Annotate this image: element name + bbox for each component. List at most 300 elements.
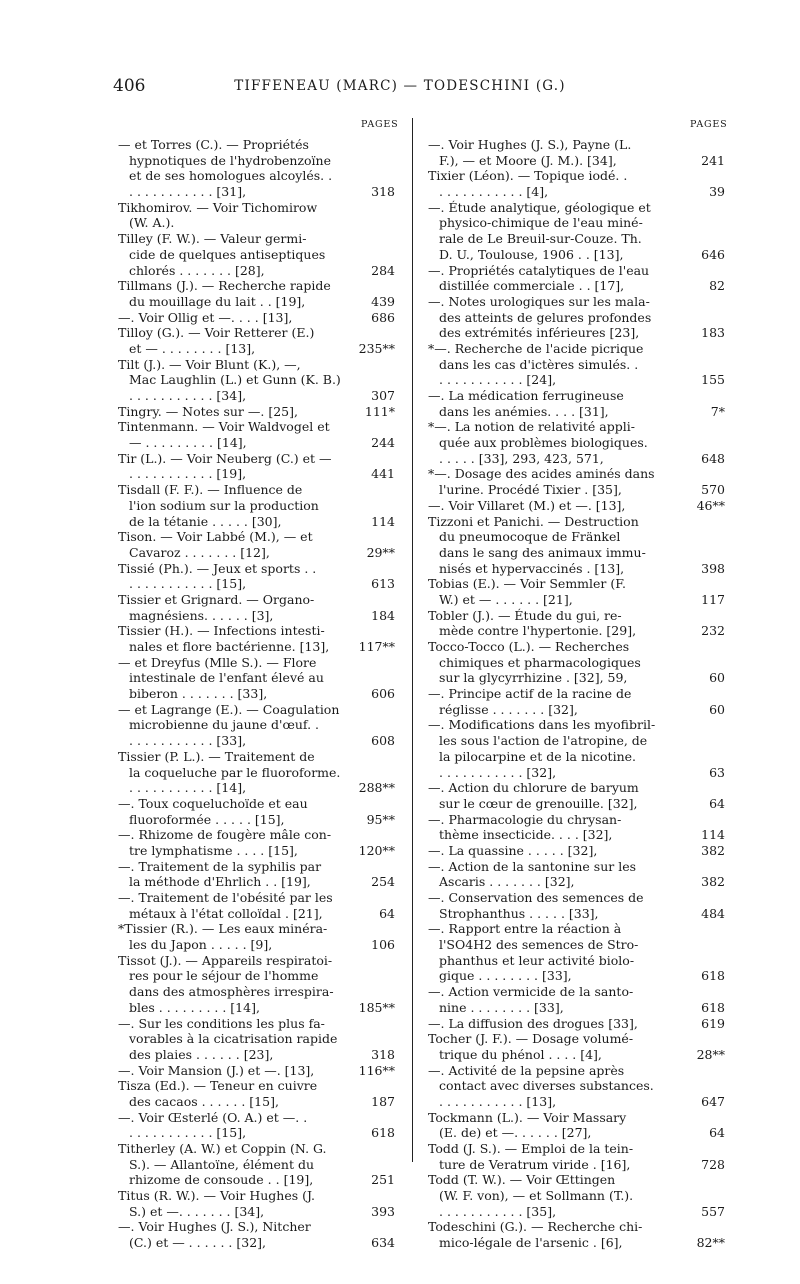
page-reference: 155 <box>701 372 725 388</box>
index-line <box>118 247 395 263</box>
entry-text: . . . . . . . . . . . [31], <box>129 184 247 200</box>
page-reference <box>343 231 395 247</box>
page-reference <box>671 310 725 326</box>
entry-text: la méthode d'Ehrlich . . [19], <box>129 874 311 890</box>
index-line <box>428 1172 725 1188</box>
page-reference: 608 <box>371 733 395 749</box>
index-line <box>118 498 395 514</box>
entry-text: —. Principe actif de la racine de <box>428 686 632 702</box>
index-line <box>118 529 395 545</box>
entry-text: F.), — et Moore (J. M.). [34], <box>439 152 617 168</box>
page-reference <box>343 953 395 969</box>
page-reference <box>343 357 395 373</box>
page-reference: 393 <box>371 1203 395 1219</box>
entry-text: Ascaris . . . . . . . [32], <box>439 874 575 890</box>
index-line <box>428 498 725 514</box>
page-reference: 646 <box>701 246 725 262</box>
page-reference: 382 <box>701 842 725 858</box>
index-line <box>118 561 395 577</box>
page-reference <box>343 984 395 1000</box>
entry-text: rhizome de consoude . . [19], <box>129 1172 314 1188</box>
page-reference: 686 <box>371 309 395 325</box>
index-line <box>118 843 395 859</box>
entry-text: l'ion sodium sur la production <box>129 497 319 513</box>
page-reference: 114 <box>371 513 395 529</box>
index-line <box>428 576 725 592</box>
entry-text: Tintenmann. — Voir Waldvogel et <box>118 419 330 435</box>
entry-text: Tison. — Voir Labbé (M.), — et <box>118 529 313 545</box>
entry-text: —. Pharmacologie du chrysan- <box>428 811 622 827</box>
page-reference: 29** <box>366 544 395 560</box>
entry-text: . . . . . . . . . . . [15], <box>129 576 247 592</box>
entry-text: S.) et —. . . . . . . [34], <box>129 1203 265 1219</box>
index-line <box>428 215 725 231</box>
index-line <box>118 1063 395 1079</box>
entry-text: Tissier (P. L.). — Traitement de <box>118 748 315 764</box>
index-line <box>118 1000 395 1016</box>
page-reference: 618 <box>701 999 725 1015</box>
index-line <box>118 294 395 310</box>
entry-text: Tilloy (G.). — Voir Retterer (E.) <box>118 325 315 341</box>
page-reference <box>671 1063 725 1079</box>
index-line <box>118 1047 395 1063</box>
page-reference: 254 <box>371 874 395 890</box>
index-line <box>428 1141 725 1157</box>
index-line <box>428 859 725 875</box>
index-line <box>428 1235 725 1251</box>
entry-text: biberon . . . . . . . [33], <box>129 686 268 702</box>
entry-text: —. Voir Hughes (J. S.), Payne (L. <box>428 137 632 152</box>
entry-text: cide de quelques antiseptiques <box>129 246 326 262</box>
entry-text: Strophanthus . . . . . [33], <box>439 905 599 921</box>
index-line <box>118 1204 395 1220</box>
index-line <box>118 749 395 765</box>
index-line <box>118 388 395 404</box>
page-reference <box>343 419 395 435</box>
entry-text: thème insecticide. . . . [32], <box>439 827 613 843</box>
page-reference <box>343 1188 395 1204</box>
entry-text: . . . . . . . . . . . [4], <box>439 184 549 200</box>
index-line <box>428 278 725 294</box>
page-reference: 235** <box>358 340 395 356</box>
page-reference <box>671 1031 725 1047</box>
page-reference <box>671 717 725 733</box>
index-line <box>118 1157 395 1173</box>
entry-text: Tocher (J. F.). — Dosage volumé- <box>428 1031 634 1047</box>
index-line <box>118 419 395 435</box>
entry-text: bles . . . . . . . . . [14], <box>129 999 260 1015</box>
entry-text: Todd (J. S.). — Emploi de la tein- <box>428 1141 634 1156</box>
entry-text: —. Rhizome de fougère mâle con- <box>118 827 332 843</box>
index-line <box>428 1204 725 1220</box>
index-line <box>118 153 395 169</box>
entry-text: *—. La notion de relativité appli- <box>428 419 635 435</box>
page-reference <box>343 749 395 765</box>
index-line <box>118 717 395 733</box>
index-line <box>118 1125 395 1141</box>
page-reference: 288** <box>358 780 395 796</box>
page-reference <box>343 168 395 184</box>
entry-text: du mouillage du lait . . [19], <box>129 293 306 309</box>
index-line <box>428 843 725 859</box>
entry-text: Tockmann (L.). — Voir Massary <box>428 1109 627 1125</box>
entry-text: —. Toux coqueluchoïde et eau <box>118 795 308 811</box>
page-reference <box>671 953 725 969</box>
page-reference: 82 <box>709 278 725 294</box>
entry-text: (W. F. von), — et Sollmann (T.). <box>439 1188 634 1204</box>
page-reference: 60 <box>709 670 725 686</box>
entry-text: du pneumocoque de Fränkel <box>439 529 621 545</box>
index-line <box>118 341 395 357</box>
index-line <box>428 1047 725 1063</box>
entry-text: dans les cas d'ictères simulés. . <box>439 356 639 372</box>
page-reference <box>671 466 725 482</box>
entry-text: physico-chimique de l'eau miné- <box>439 215 643 231</box>
entry-text: —. Action vermicide de la santo- <box>428 984 634 1000</box>
index-line <box>118 576 395 592</box>
page-reference: 618 <box>701 968 725 984</box>
index-line <box>118 263 395 279</box>
entry-text: (C.) et — . . . . . . [32], <box>129 1235 266 1251</box>
page-reference: 111* <box>364 403 395 419</box>
page-reference <box>671 984 725 1000</box>
entry-text: dans les anémies. . . . [31], <box>439 403 609 419</box>
entry-text: . . . . . . . . . . . [19], <box>129 466 247 482</box>
entry-text: et — . . . . . . . . [13], <box>129 340 256 356</box>
page-reference <box>343 561 395 577</box>
entry-text: —. Traitement de la syphilis par <box>118 858 322 874</box>
page-reference <box>671 341 725 357</box>
index-line <box>428 1157 725 1173</box>
entry-text: —. Propriétés catalytiques de l'eau <box>428 262 650 278</box>
index-line <box>118 827 395 843</box>
index-line <box>428 937 725 953</box>
entry-text: des extrémités inférieures [23], <box>439 325 640 341</box>
index-line <box>428 404 725 420</box>
page-reference <box>671 639 725 655</box>
entry-text: —. Activité de la pepsine après <box>428 1062 625 1078</box>
page-reference: 64 <box>709 795 725 811</box>
index-line <box>118 514 395 530</box>
page-reference <box>343 670 395 686</box>
entry-text: —. Action de la santonine sur les <box>428 858 637 874</box>
page-reference: 39 <box>709 184 725 200</box>
entry-text: Todd (T. W.). — Voir Œttingen <box>428 1172 616 1188</box>
page-reference <box>671 686 725 702</box>
index-line <box>428 670 725 686</box>
entry-text: contact avec diverses substances. <box>439 1078 654 1094</box>
page-reference <box>343 529 395 545</box>
entry-text: Tissier (H.). — Infections intesti- <box>118 623 325 639</box>
entry-text: . . . . . [33], 293, 423, 571, <box>439 450 604 466</box>
page-reference <box>671 1110 725 1126</box>
page-reference: 728 <box>701 1156 725 1172</box>
index-line <box>118 812 395 828</box>
entry-text: phanthus et leur activité biolo- <box>439 952 635 968</box>
index-line <box>428 263 725 279</box>
page-reference: 117 <box>701 591 725 607</box>
entry-text: nales et flore bactérienne. [13], <box>129 639 330 654</box>
page-reference <box>671 294 725 310</box>
page-reference <box>671 529 725 545</box>
index-line <box>428 435 725 451</box>
entry-text: vorables à la cicatrisation rapide <box>129 1031 338 1047</box>
entry-text: trique du phénol . . . . [4], <box>439 1046 602 1062</box>
entry-text: la coqueluche par le fluoroforme. <box>129 764 341 780</box>
page-reference <box>343 890 395 906</box>
entry-text: gique . . . . . . . . [33], <box>439 968 572 984</box>
index-line <box>118 1219 395 1235</box>
index-line <box>428 341 725 357</box>
page-reference <box>343 827 395 843</box>
index-line <box>118 937 395 953</box>
entry-text: *—. Dosage des acides aminés dans <box>428 466 655 482</box>
index-line <box>118 1016 395 1032</box>
index-line <box>428 561 725 577</box>
page-reference <box>343 247 395 263</box>
entry-text: —. Rapport entre la réaction à <box>428 921 622 937</box>
page-reference: 613 <box>371 576 395 592</box>
entry-text: Tobler (J.). — Étude du gui, re- <box>428 607 622 623</box>
page-reference <box>671 859 725 875</box>
page-reference: 382 <box>701 874 725 890</box>
index-line <box>118 1188 395 1204</box>
page-reference: 648 <box>701 450 725 466</box>
page-reference <box>671 263 725 279</box>
entry-text: et de ses homologues alcoylés. . <box>129 168 333 184</box>
page-reference <box>671 1141 725 1157</box>
index-line <box>428 231 725 247</box>
page-reference: 116** <box>358 1062 395 1078</box>
left-pages-label: PAGES <box>361 119 399 130</box>
page-number: 406 <box>113 76 146 96</box>
entry-text: Tissié (Ph.). — Jeux et sports . . <box>118 560 317 576</box>
index-line <box>428 592 725 608</box>
page-reference: 60 <box>709 701 725 717</box>
index-line <box>428 184 725 200</box>
page-reference: 106 <box>371 937 395 953</box>
column-divider <box>412 118 413 1162</box>
index-line <box>428 1063 725 1079</box>
index-line <box>118 1235 395 1251</box>
page-reference: 64 <box>379 905 395 921</box>
page-reference <box>671 215 725 231</box>
index-line <box>428 514 725 530</box>
entry-text: —. Sur les conditions les plus fa- <box>118 1015 325 1031</box>
page-reference <box>671 231 725 247</box>
page-reference: 439 <box>371 293 395 309</box>
index-line <box>118 874 395 890</box>
entry-text: Tikhomirov. — Voir Tichomirow <box>118 199 318 215</box>
entry-text: —. Voir Ollig et —. . . . [13], <box>118 309 293 325</box>
page-reference: 241 <box>701 152 725 168</box>
index-line <box>118 984 395 1000</box>
index-line <box>118 686 395 702</box>
page-reference: 63 <box>709 764 725 780</box>
index-line <box>428 1219 725 1235</box>
entry-text: l'urine. Procédé Tixier . [35], <box>439 482 622 498</box>
entry-text: *Tissier (R.). — Les eaux minéra- <box>118 921 328 937</box>
entry-text: S.). — Allantoïne, élément du <box>129 1156 314 1172</box>
entry-text: — . . . . . . . . . [14], <box>129 435 247 451</box>
entry-text: quée aux problèmes biologiques. <box>439 435 648 451</box>
page-reference: 634 <box>371 1235 395 1251</box>
index-line <box>428 984 725 1000</box>
page-reference <box>343 1016 395 1032</box>
page-reference <box>343 451 395 467</box>
page-reference: 284 <box>371 262 395 278</box>
page-reference <box>671 1188 725 1204</box>
page-reference <box>343 1141 395 1157</box>
entry-text: . . . . . . . . . . . [35], <box>439 1203 557 1219</box>
page-reference <box>343 1110 395 1126</box>
page-reference: 114 <box>701 827 725 843</box>
index-line <box>428 1188 725 1204</box>
index-line <box>428 906 725 922</box>
entry-text: Cavaroz . . . . . . . [12], <box>129 544 270 560</box>
right-column <box>428 137 725 1251</box>
page-reference: 318 <box>371 1046 395 1062</box>
entry-text: — et Dreyfus (Mlle S.). — Flore <box>118 654 317 670</box>
page-reference <box>671 937 725 953</box>
entry-text: Tocco-Tocco (L.). — Recherches <box>428 639 630 654</box>
entry-text: . . . . . . . . . . . [32], <box>439 764 557 780</box>
page-reference <box>343 1157 395 1173</box>
page-reference: 187 <box>371 1093 395 1109</box>
page-reference: 184 <box>371 607 395 623</box>
left-column <box>118 137 395 1251</box>
index-line <box>118 623 395 639</box>
entry-text: Tingry. — Notes sur —. [25], <box>118 403 298 419</box>
entry-text: (E. de) et —. . . . . . [27], <box>439 1125 592 1141</box>
index-line <box>428 1078 725 1094</box>
page-reference: 618 <box>371 1125 395 1141</box>
page-reference: 570 <box>701 482 725 498</box>
entry-text: . . . . . . . . . . . [15], <box>129 1125 247 1141</box>
index-line <box>428 827 725 843</box>
index-line <box>428 717 725 733</box>
index-line <box>428 702 725 718</box>
index-line <box>428 733 725 749</box>
index-line <box>118 1141 395 1157</box>
index-line <box>118 859 395 875</box>
index-line <box>428 200 725 216</box>
index-line <box>428 780 725 796</box>
index-line <box>118 953 395 969</box>
entry-text: l'SO4H2 des semences de Stro- <box>439 937 639 953</box>
page-reference <box>671 419 725 435</box>
entry-text: Tissier et Grignard. — Organo- <box>118 591 315 607</box>
page-reference <box>343 372 395 388</box>
entry-text: —. Traitement de l'obésité par les <box>118 890 333 905</box>
right-pages-label: PAGES <box>690 119 728 130</box>
page-reference <box>671 1172 725 1188</box>
index-line <box>118 184 395 200</box>
index-line <box>118 592 395 608</box>
index-line <box>118 1031 395 1047</box>
entry-text: des cacaos . . . . . . [15], <box>129 1093 279 1109</box>
entry-text: —. La diffusion des drogues [33], <box>428 1015 638 1031</box>
running-title: TIFFENEAU (MARC) — TODESCHINI (G.) <box>234 78 566 94</box>
index-line <box>118 215 395 231</box>
index-line <box>428 451 725 467</box>
page-reference <box>671 388 725 404</box>
entry-text: rale de Le Breuil-sur-Couze. Th. <box>439 231 642 247</box>
index-line <box>118 608 395 624</box>
index-line <box>428 388 725 404</box>
page-reference <box>343 278 395 294</box>
index-line <box>118 780 395 796</box>
page-reference: 398 <box>701 560 725 576</box>
page-reference: 117** <box>358 639 395 654</box>
page-reference: 484 <box>701 905 725 921</box>
index-line <box>428 686 725 702</box>
index-line <box>428 1016 725 1032</box>
index-line <box>428 310 725 326</box>
index-line <box>428 1110 725 1126</box>
index-line <box>428 545 725 561</box>
index-line <box>428 247 725 263</box>
page-reference: 441 <box>371 466 395 482</box>
entry-text: métaux à l'état colloïdal . [21], <box>129 905 323 921</box>
page-reference <box>343 702 395 718</box>
entry-text: réglisse . . . . . . . [32], <box>439 701 578 717</box>
index-line <box>428 529 725 545</box>
entry-text: la pilocarpine et de la nicotine. <box>439 748 637 764</box>
index-line <box>118 451 395 467</box>
index-line <box>118 404 395 420</box>
index-line <box>118 466 395 482</box>
page-reference <box>343 498 395 514</box>
index-line <box>118 906 395 922</box>
entry-text: dans le sang des animaux immu- <box>439 544 646 560</box>
entry-text: — et Torres (C.). — Propriétés <box>118 137 309 152</box>
entry-text: . . . . . . . . . . . [13], <box>439 1093 557 1109</box>
index-line <box>428 1125 725 1141</box>
entry-text: Tixier (Léon). — Topique iodé. . <box>428 168 628 184</box>
entry-text: Titherley (A. W.) et Coppin (N. G. <box>118 1141 327 1156</box>
index-line <box>118 670 395 686</box>
index-line <box>118 639 395 655</box>
page-reference <box>671 1078 725 1094</box>
page-reference <box>343 1078 395 1094</box>
index-line <box>428 639 725 655</box>
index-line <box>118 890 395 906</box>
page-reference <box>343 482 395 498</box>
page-reference <box>671 655 725 671</box>
entry-text: Tilt (J.). — Voir Blunt (K.), —, <box>118 356 301 372</box>
page-reference: 647 <box>701 1093 725 1109</box>
index-line <box>118 310 395 326</box>
page-reference: 244 <box>371 435 395 451</box>
page-reference <box>343 859 395 875</box>
page-reference <box>343 1219 395 1235</box>
index-line <box>118 1110 395 1126</box>
entry-text: D. U., Toulouse, 1906 . . [13], <box>439 246 624 262</box>
entry-text: . . . . . . . . . . . [14], <box>129 780 247 796</box>
page-reference <box>671 514 725 530</box>
entry-text: —. Voir Œsterlé (O. A.) et —. . <box>118 1109 308 1125</box>
page-reference: 619 <box>701 1015 725 1031</box>
page-reference <box>343 765 395 781</box>
entry-text: sur le cœur de grenouille. [32], <box>439 795 638 811</box>
entry-text: —. Étude analytique, géologique et <box>428 199 651 215</box>
entry-text: W.) et — . . . . . . [21], <box>439 591 573 607</box>
index-line <box>118 1078 395 1094</box>
entry-text: (W. A.). <box>129 215 175 231</box>
entry-text: magnésiens. . . . . . [3], <box>129 607 274 623</box>
entry-text: chlorés . . . . . . . [28], <box>129 262 265 278</box>
